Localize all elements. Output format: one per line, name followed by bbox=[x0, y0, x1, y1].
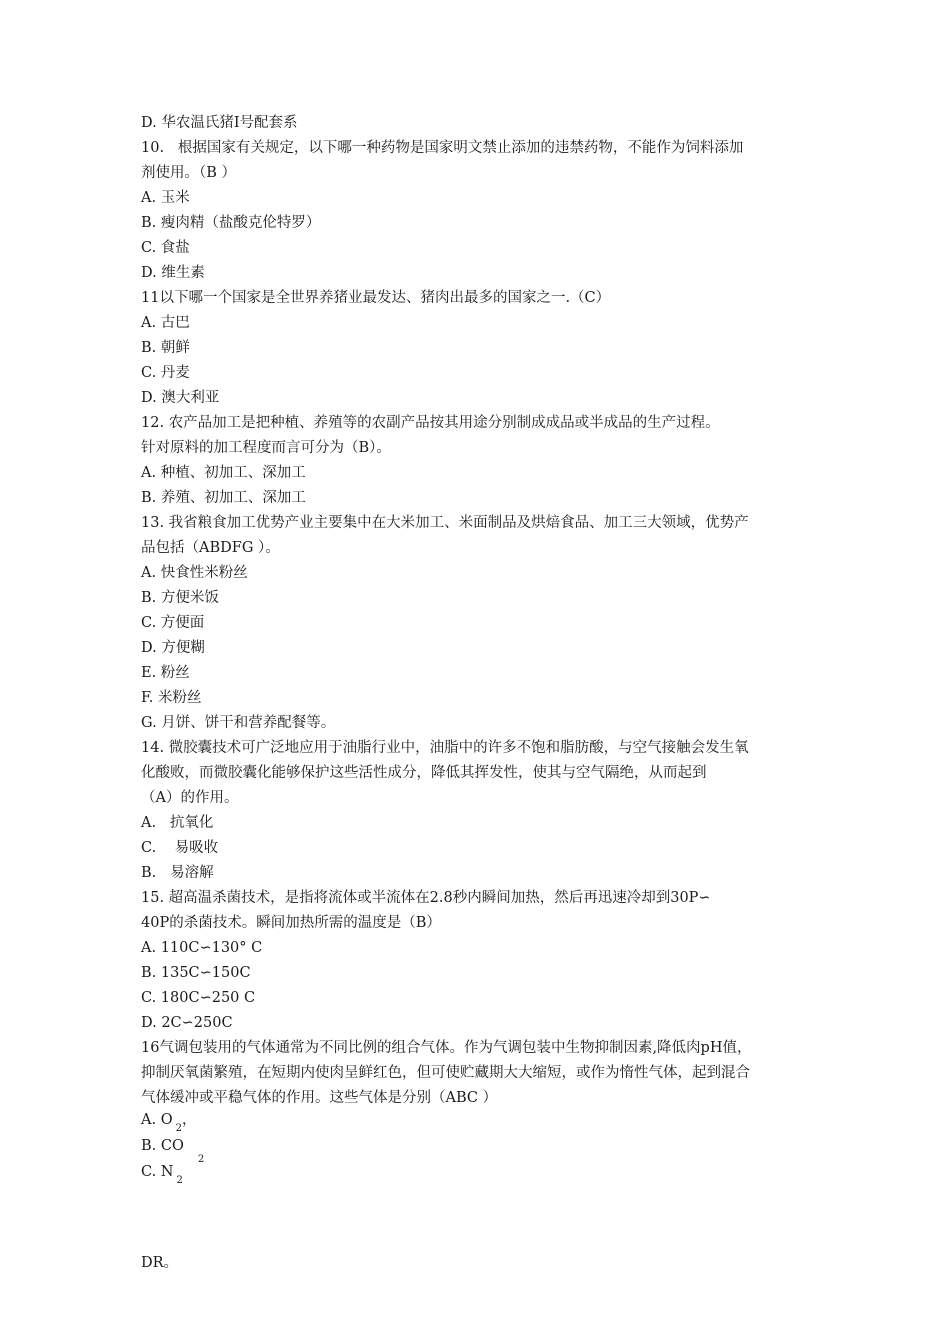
text-line: A. 110C∽130° C bbox=[141, 940, 263, 956]
footer-text: DR。 bbox=[141, 1255, 179, 1271]
text-line: （A）的作用。 bbox=[141, 790, 239, 806]
text-line: G. 月饼、饼干和营养配餐等。 bbox=[141, 715, 336, 731]
text-line: B. 易溶解 bbox=[141, 865, 214, 881]
text-line: 16气调包装用的气体通常为不同比例的组合气体。作为气调包装中生物抑制因素,降低肉pH值， bbox=[141, 1040, 752, 1056]
text-line: 抑制厌氧菌繁殖，在短期内使肉呈鲜红色，但可使贮藏期大大缩短，或作为惰性气体，起到混合 bbox=[141, 1065, 750, 1081]
text-line: C. 易吸收 bbox=[141, 840, 219, 856]
text-line: 40P的杀菌技术。瞬间加热所需的温度是（B） bbox=[141, 915, 441, 931]
gas-option bbox=[141, 1136, 205, 1165]
text-line: 12. 农产品加工是把种植、养殖等的农副产品按其用途分别制成成品或半成品的生产过程。 bbox=[141, 415, 720, 431]
subscript: 2 bbox=[175, 1123, 182, 1134]
text-line: B. 135C∽150C bbox=[141, 965, 251, 981]
text-line: 13. 我省粮食加工优势产业主要集中在大米加工、米面制品及烘焙食品、加工三大领域，优势产 bbox=[141, 515, 749, 531]
text-line: B. 瘦肉精（盐酸克伦特罗） bbox=[141, 215, 321, 231]
text-line: D. 华农温氏猪Ⅰ号配套系 bbox=[141, 115, 298, 131]
text-line: A. 抗氧化 bbox=[141, 815, 214, 831]
text-line: D. 澳大利亚 bbox=[141, 390, 220, 406]
gas-option-label: B. CO bbox=[141, 1138, 184, 1154]
text-line: F. 米粉丝 bbox=[141, 690, 202, 706]
text-line: C. 食盐 bbox=[141, 240, 190, 256]
text-line: 针对原料的加工程度而言可分为（B）。 bbox=[141, 440, 391, 456]
text-line: C. 丹麦 bbox=[141, 365, 190, 381]
text-line: B. 方便米饭 bbox=[141, 590, 219, 606]
subscript: 2 bbox=[197, 1154, 205, 1165]
text-line: E. 粉丝 bbox=[141, 665, 190, 681]
text-line: D. 方便糊 bbox=[141, 640, 205, 656]
text-line: 化酸败，而微胶囊化能够保护这些活性成分，降低其挥发性，使其与空气隔绝，从而起到 bbox=[141, 765, 707, 781]
text-line: D. 维生素 bbox=[141, 265, 205, 281]
text-line: C. 180C∽250 C bbox=[141, 990, 256, 1006]
text-line: A. 快食性米粉丝 bbox=[141, 565, 248, 581]
text-line: 10. 根据国家有关规定，以下哪一种药物是国家明文禁止添加的违禁药物，不能作为饲料添加 bbox=[141, 140, 744, 156]
text-line: A. 种植、初加工、深加工 bbox=[141, 465, 306, 481]
gas-option-tail: ， bbox=[181, 1112, 197, 1128]
gas-option bbox=[141, 1162, 183, 1184]
subscript: 2 bbox=[176, 1175, 183, 1186]
text-line: 品包括（ABDFG ）。 bbox=[141, 540, 280, 556]
text-line: B. 朝鲜 bbox=[141, 340, 190, 356]
text-line: 11以下哪一个国家是全世界养猪业最发达、猪肉出最多的国家之一.（C） bbox=[141, 290, 611, 306]
gas-option-label: C. N bbox=[141, 1164, 174, 1180]
text-line: 14. 微胶囊技术可广泛地应用于油脂行业中，油脂中的许多不饱和脂肪酸，与空气接触会发生氧 bbox=[141, 740, 749, 756]
text-line: A. 古巴 bbox=[141, 315, 190, 331]
text-line: C. 方便面 bbox=[141, 615, 205, 631]
text-line: D. 2C∽250C bbox=[141, 1015, 233, 1031]
text-line: 气体缓冲或平稳气体的作用。这些气体是分别（ABC ） bbox=[141, 1090, 498, 1106]
gas-option bbox=[141, 1110, 196, 1132]
gas-option-label: A. O bbox=[141, 1112, 173, 1128]
text-line: A. 玉米 bbox=[141, 190, 190, 206]
text-line: B. 养殖、初加工、深加工 bbox=[141, 490, 306, 506]
text-line: 剂使用。（B ） bbox=[141, 165, 237, 181]
text-line: 15. 超高温杀菌技术，是指将流体或半流体在2.8秒内瞬间加热，然后再迅速冷却到30P∽ bbox=[141, 890, 711, 906]
